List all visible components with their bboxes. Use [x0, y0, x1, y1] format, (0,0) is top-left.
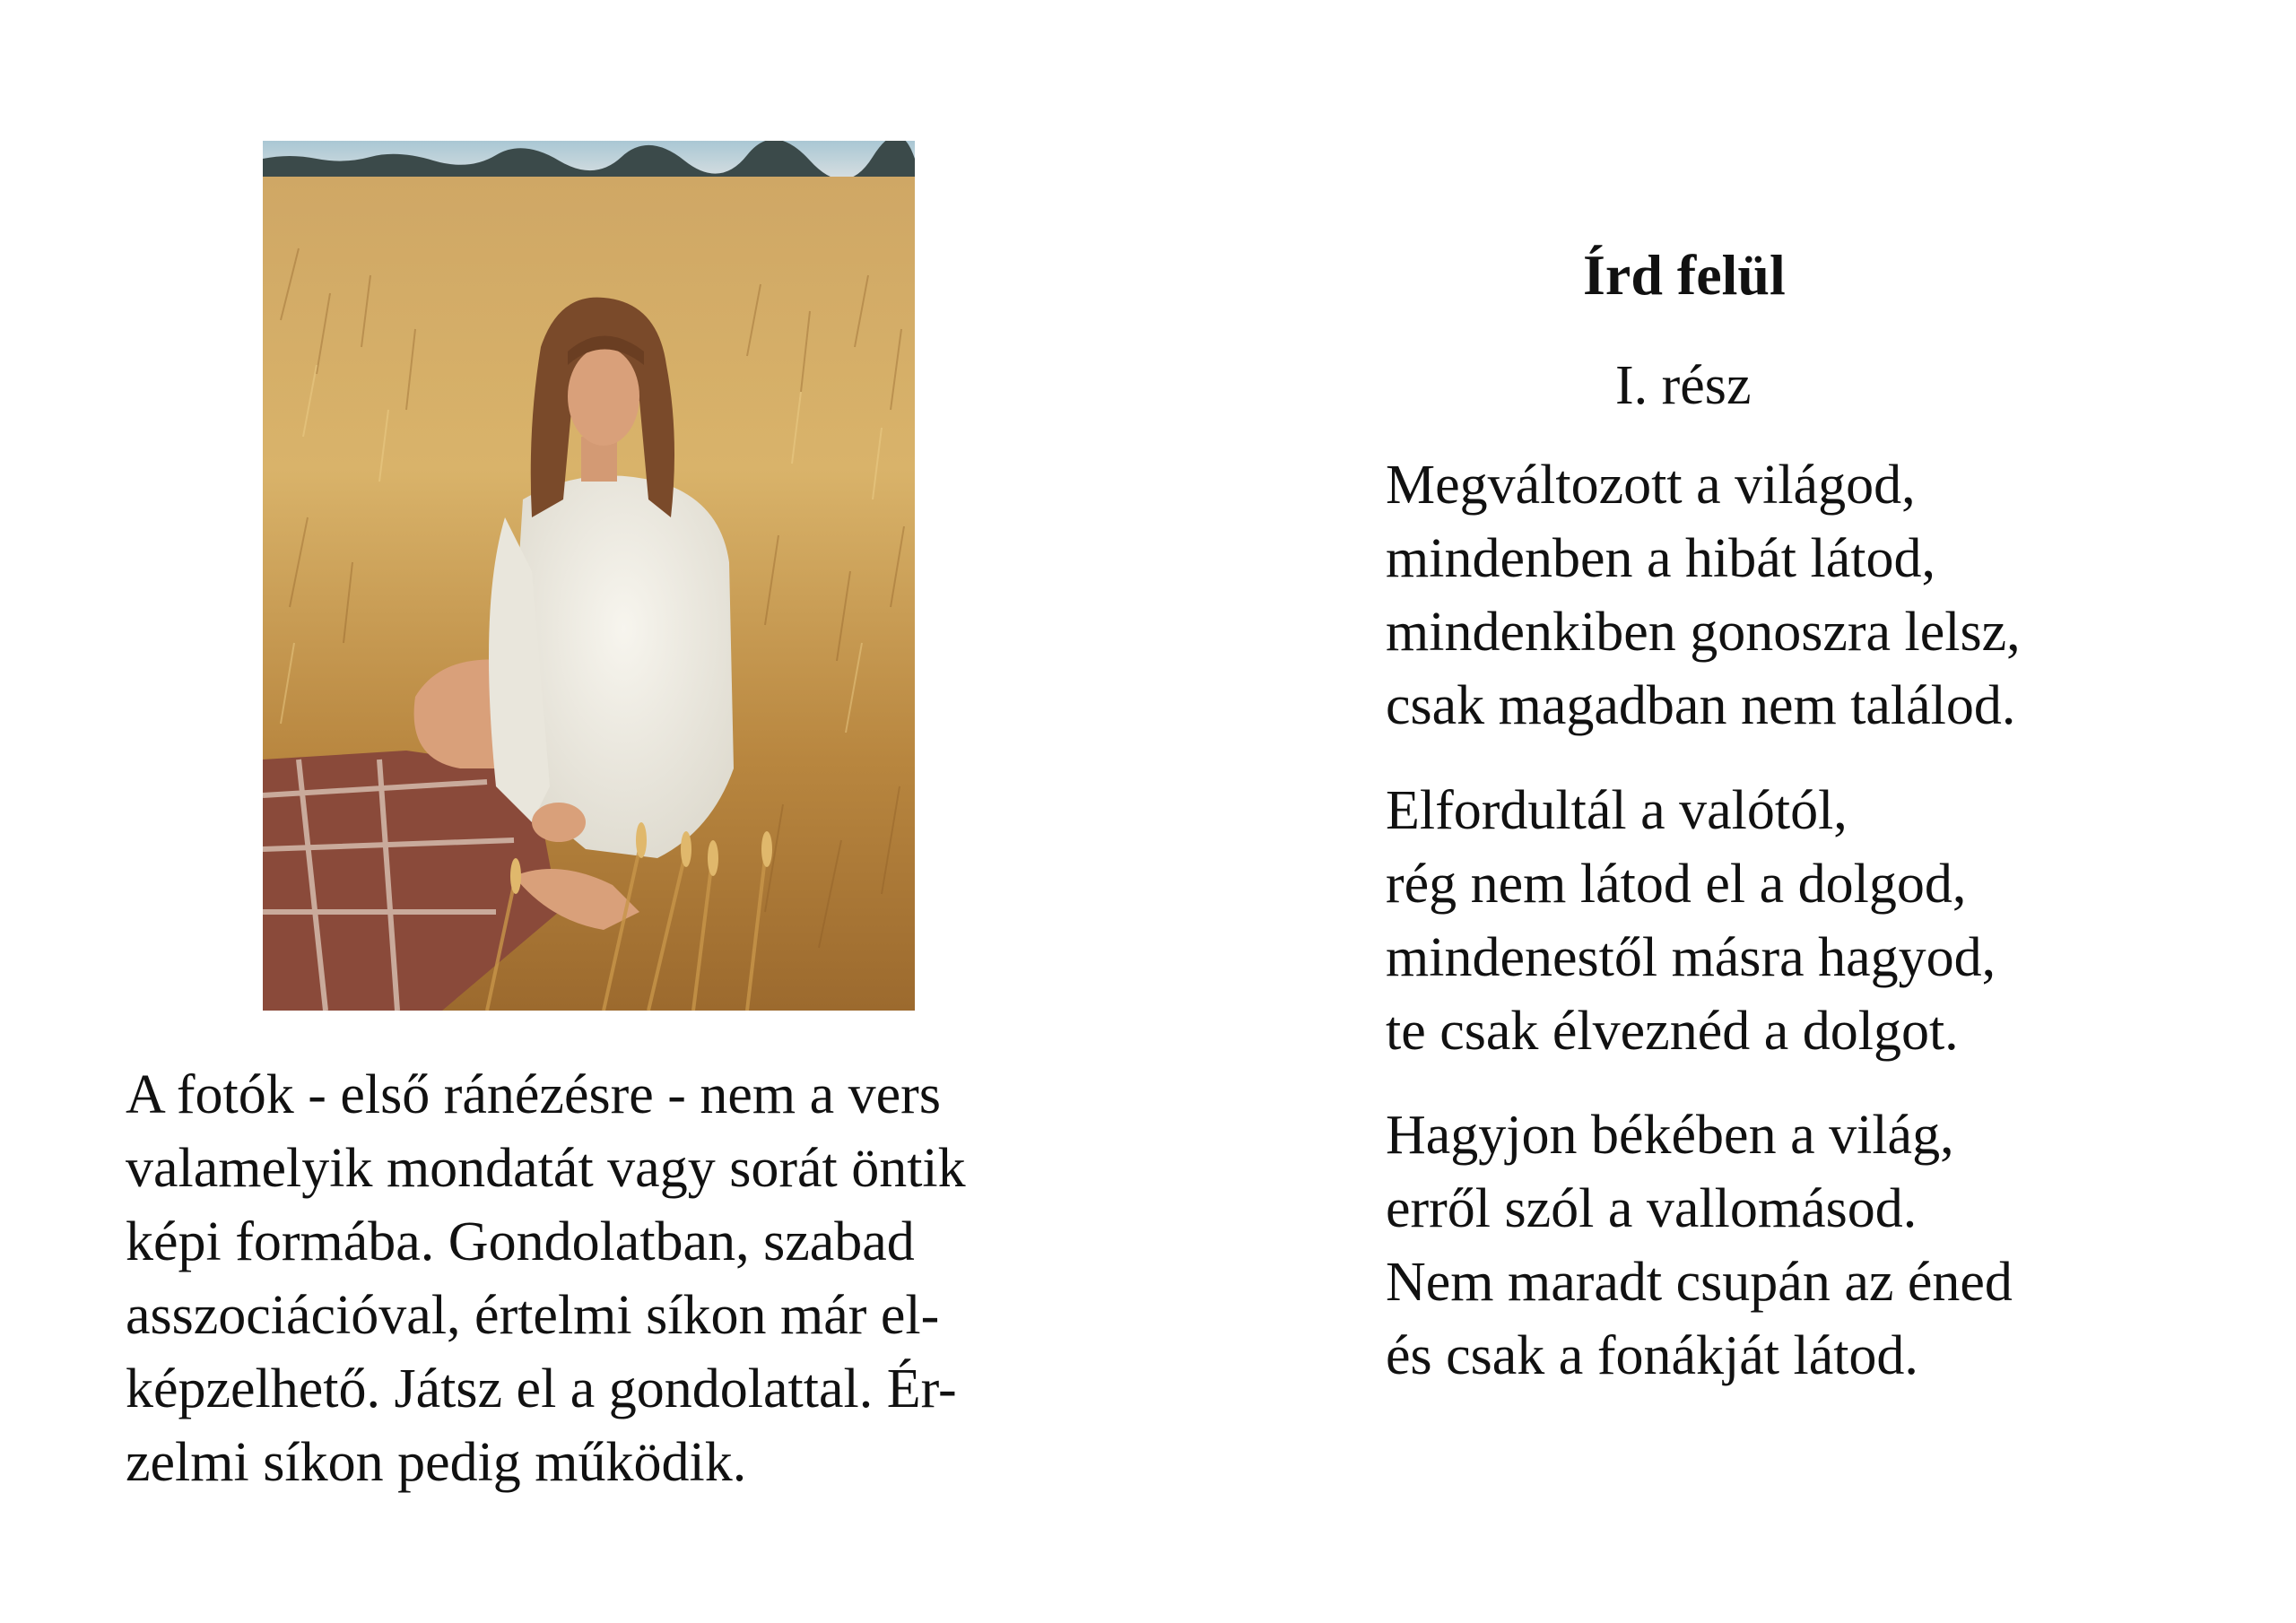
poem-line: mindenestől másra hagyod, [1386, 927, 1996, 988]
caption-line: valamelyik mondatát vagy sorát öntik [126, 1138, 966, 1199]
poem-line: Nem maradt csupán az éned [1386, 1252, 2013, 1313]
poem-stanza-3 [1386, 1098, 2013, 1393]
poem-line: Hagyjon békében a világ, [1386, 1105, 1954, 1166]
poem-stanza-1 [1386, 448, 2021, 742]
caption-line: képi formába. Gondolatban, szabad [126, 1211, 915, 1272]
poem-line: csak magadban nem találod. [1386, 675, 2016, 736]
poem-line: mindenkiben gonoszra lelsz, [1386, 602, 2021, 663]
photo-caption [126, 1058, 1076, 1499]
poem-line: mindenben a hibát látod, [1386, 528, 1935, 589]
face [568, 347, 639, 446]
caption-line: zelmi síkon pedig működik. [126, 1432, 747, 1493]
sweater [514, 475, 734, 858]
photo-illustration [263, 141, 915, 1011]
poem-line: rég nem látod el a dolgod, [1386, 854, 1967, 915]
poem-line: erről szól a vallomásod. [1386, 1178, 1918, 1239]
poem-title: Írd felül [1583, 243, 1786, 307]
poem-part-label: I. rész [1615, 355, 1752, 416]
poem-line: Elfordultál a valótól, [1386, 780, 1848, 841]
poem-stanza-2 [1386, 774, 1996, 1068]
caption-line: képzelhető. Játsz el a gondolattal. Ér- [126, 1358, 957, 1419]
caption-line: A fotók - első ránézésre - nem a vers [126, 1064, 941, 1125]
caption-line: asszociációval, értelmi síkon már el- [126, 1285, 940, 1346]
wheat-field-photo [263, 141, 915, 1011]
poem-line: Megváltozott a világod, [1386, 455, 1916, 516]
poem-line: te csak élveznéd a dolgot. [1386, 1001, 1959, 1062]
poem-line: és csak a fonákját látod. [1386, 1325, 1918, 1386]
